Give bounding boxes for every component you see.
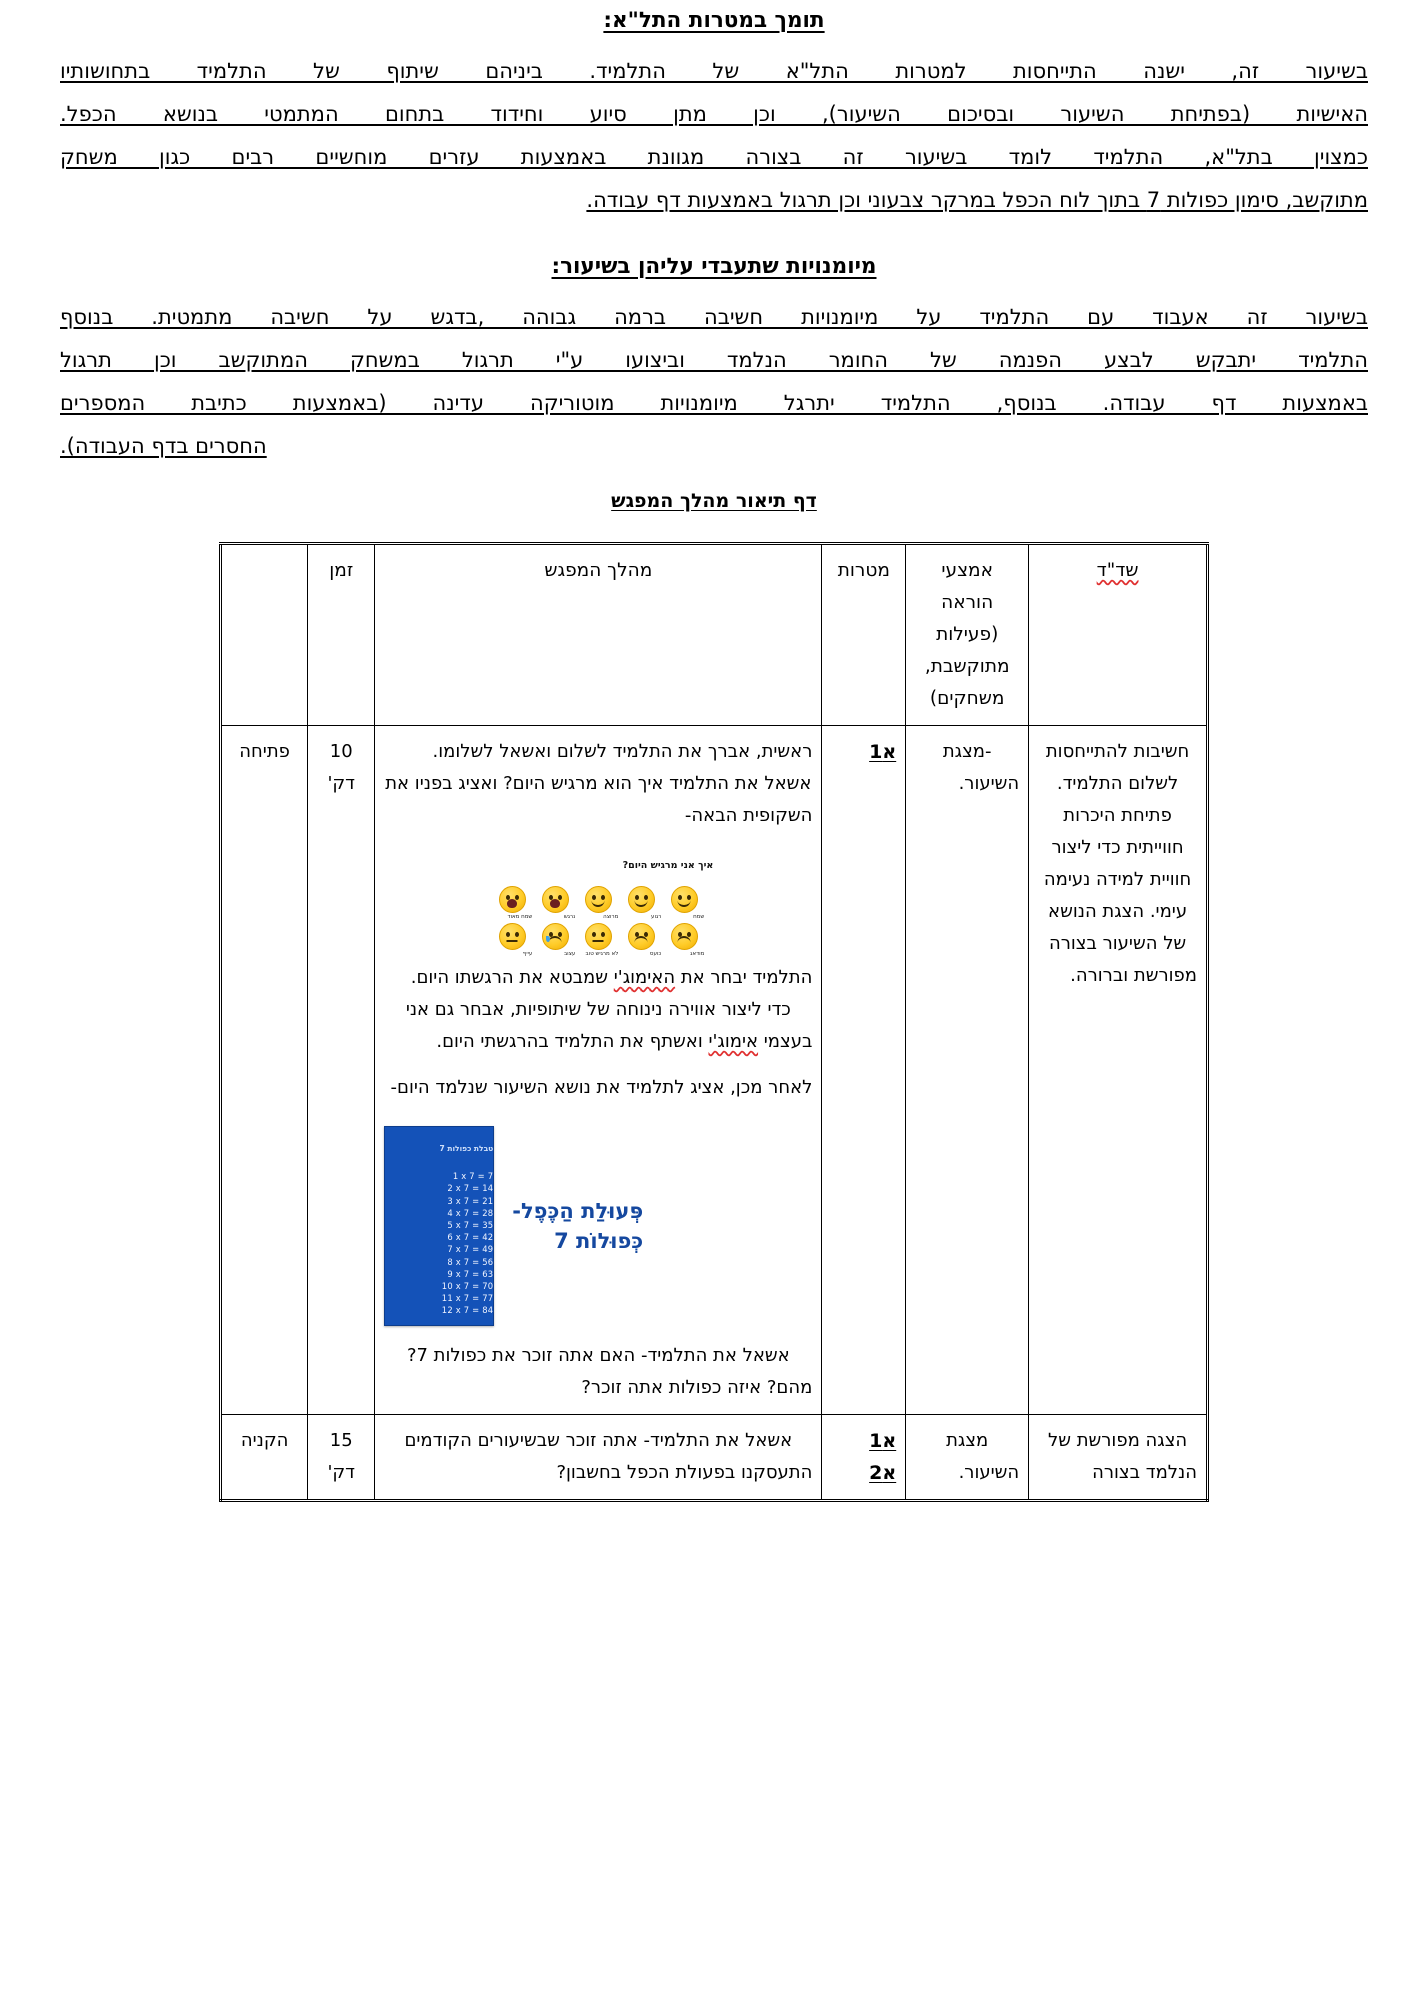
header-zman: זמן: [308, 544, 375, 726]
section-tla-goals: [60, 6, 1368, 222]
calm-emoji-icon: [628, 886, 655, 913]
emoji-feelings-figure: [483, 850, 713, 958]
multiplication-line: 4 x 7 = 28: [447, 1207, 494, 1218]
emoji-item: [621, 923, 661, 958]
worried-emoji-icon: [671, 923, 698, 950]
multiplication-card-title: טבלת כפולות 7: [439, 1144, 494, 1154]
multiplication-table-card: [384, 1126, 494, 1325]
happy-emoji-icon: [585, 886, 612, 913]
section1-line-2: האישיות (בפתיחת השיעור ובסיכום השיעור), וכן מתן סיוע וחידוד בתחום המתמטי בנושא הכפל.: [60, 102, 1368, 127]
multiplication-poster-figure: [384, 1126, 812, 1325]
multiplication-poster-caption: [512, 1196, 643, 1256]
emoji-caption: עצוב: [563, 951, 576, 958]
section2-heading: מיומנויות שתעבדי עליהן בשיעור:: [551, 254, 877, 280]
section1-line-3: כמצוין בתל"א, התלמיד לומד בשיעור זה בצורה מגוונת באמצעות עזרים מוחשיים רבים כגון משחק: [60, 145, 1368, 170]
emoji-grid: [483, 886, 713, 958]
emoji-caption: נרגש: [563, 914, 576, 921]
table-title: דף תיאור מהלך המפגש: [611, 490, 817, 513]
flow-paragraph: התלמיד יבחר את האימוג'י שמבטא את הרגשתו היום.: [410, 967, 813, 989]
emoji-caption: מרוצה: [603, 914, 619, 921]
section2-line-4: החסרים בדף העבודה).: [60, 434, 267, 459]
emoji-item: [492, 886, 532, 921]
goal-badge: א1: [869, 1429, 897, 1452]
emoji-caption: עייף: [522, 951, 533, 958]
emoji-item: [535, 886, 575, 921]
sad-emoji-icon: [542, 923, 569, 950]
multiplication-line: 7 x 7 = 49: [447, 1244, 494, 1255]
emoji-item: [664, 886, 704, 921]
row1-stage-label: פתיחה: [221, 726, 308, 1414]
goal-badge: א1: [869, 741, 897, 764]
flow-paragraph: אשאל את התלמיד איך הוא מרגיש היום? ואציג בפניו את השקופית הבאה-: [385, 773, 813, 827]
emoji-item: [664, 923, 704, 958]
emoji-caption: שמח מאוד: [507, 914, 533, 921]
joy-emoji-icon: [499, 886, 526, 913]
multiplication-line: 5 x 7 = 35: [447, 1220, 494, 1230]
section2-line-3: באמצעות דף עבודה. בנוסף, התלמיד יתרגל מיומנויות מוטוריקה עדינה (באמצעות כתיבת המספרים: [60, 391, 1368, 416]
row1-means: -מצגת השיעור.: [906, 726, 1029, 1414]
emoji-caption: כועס: [649, 951, 662, 958]
emoji-item: [535, 923, 575, 958]
multiplication-line: 12 x 7 = 84: [441, 1305, 494, 1316]
document-page: [0, 6, 1428, 2006]
multiplication-line: 9 x 7 = 63: [447, 1268, 494, 1279]
multiplication-line: 11 x 7 = 77: [441, 1293, 494, 1304]
emoji-caption: מודאג: [690, 951, 705, 958]
goal-badge: א2: [869, 1461, 897, 1484]
row1-flow: [375, 726, 822, 1414]
table-row: [221, 1414, 1208, 1500]
emoji-figure-title: איך אני מרגיש היום?: [622, 860, 714, 872]
emoji-caption: רגוע: [651, 914, 662, 921]
meeting-flow-table: [219, 542, 1209, 1501]
row1-zman: 10 דק': [308, 726, 375, 1414]
multiplication-line: 6 x 7 = 42: [447, 1232, 494, 1243]
row2-stage-label: הקניה: [221, 1414, 308, 1500]
row2-flow: [375, 1414, 822, 1500]
smiling-emoji-icon: [671, 886, 698, 913]
flow-paragraph: לאחר מכן, אציג לתלמיד את נושא השיעור שנלמד היום-: [390, 1077, 813, 1099]
flow-paragraph: אשאל את התלמיד- האם אתה זוכר את כפולות 7? מהם? איזה כפולות אתה זוכר?: [406, 1344, 813, 1398]
header-shad: שד"ד: [1029, 544, 1208, 726]
section1-line-1: בשיעור זה, ישנה התייחסות למטרות התל"א של התלמיד. ביניהם שיתוף של התלמיד בתחושותיו: [60, 59, 1368, 84]
row2-goals: [822, 1414, 906, 1500]
sick-emoji-icon: [585, 923, 612, 950]
emoji-item: [492, 923, 532, 958]
row1-goals: [822, 726, 906, 1414]
excited-emoji-icon: [542, 886, 569, 913]
section2-line-1: בשיעור זה אעבוד עם התלמיד על מיומנויות חשיבה ברמה גבוהה ,בדגש על חשיבה מתמטית. בנוסף: [60, 305, 1368, 330]
table-row: [221, 726, 1208, 1414]
header-stage: [221, 544, 308, 726]
emoji-item: [578, 923, 618, 958]
row1-shad: חשיבות להתייחסות לשלום התלמיד. פתיחת היכרות חווייתית כדי ליצור חוויית למידה נעימה עימי. הצגת הנושא של השיעור בצורה מפורשת וברורה.: [1029, 726, 1208, 1414]
flow-paragraph: אשאל את התלמיד- אתה זוכר שבשיעורים הקודמים התעסקנו בפעולת הכפל בחשבון?: [404, 1429, 813, 1483]
multiplication-line: 2 x 7 = 14: [447, 1183, 494, 1194]
section2-line-2: התלמיד יתבקש לבצע הפנמה של החומר הנלמד וביצועו ע"י תרגול במשחק המתוקשב וכן תרגול: [60, 348, 1368, 373]
section-skills: [60, 252, 1368, 468]
emoji-caption: שמח: [693, 914, 705, 921]
header-goals: מטרות: [822, 544, 906, 726]
flow-paragraph: כדי ליצור אווירה נינוחה של שיתופיות, אבחר גם אני בעצמי אימוג'י ואשתף את התלמיד בהרגשתי היום.: [405, 999, 813, 1053]
caption-line-1: פְּעוּלַת הַכֶּפֶל-: [512, 1198, 644, 1223]
header-means: אמצעי הוראה (פעילות מתוקשבת, משחקים): [906, 544, 1029, 726]
multiplication-line: 10 x 7 = 70: [441, 1281, 494, 1292]
row2-shad: הצגה מפורשת של הנלמד בצורה: [1029, 1414, 1208, 1500]
multiplication-line: 3 x 7 = 21: [447, 1195, 494, 1206]
tired-emoji-icon: [499, 923, 526, 950]
section1-line-4: מתוקשב, סימון כפולות 7 בתוך לוח הכפל במרקר צבעוני וכן תרגול באמצעות דף עבודה.: [586, 188, 1368, 213]
caption-line-2: כְּפוּלוֹת 7: [554, 1228, 644, 1253]
emoji-caption: לא מרגיש טוב: [585, 951, 619, 958]
flow-paragraph: ראשית, אברך את התלמיד לשלום ואשאל לשלומו.: [432, 741, 813, 763]
row2-means: מצגת השיעור.: [906, 1414, 1029, 1500]
row2-zman: 15 דק': [308, 1414, 375, 1500]
emoji-item: [578, 886, 618, 921]
emoji-item: [621, 886, 661, 921]
multiplication-line: 1 x 7 = 7: [452, 1171, 494, 1182]
header-flow: מהלך המפגש: [375, 544, 822, 726]
table-header-row: [221, 544, 1208, 726]
section1-heading: תומך במטרות התל"א:: [603, 8, 825, 33]
multiplication-line: 8 x 7 = 56: [447, 1256, 494, 1267]
angry-emoji-icon: [628, 923, 655, 950]
